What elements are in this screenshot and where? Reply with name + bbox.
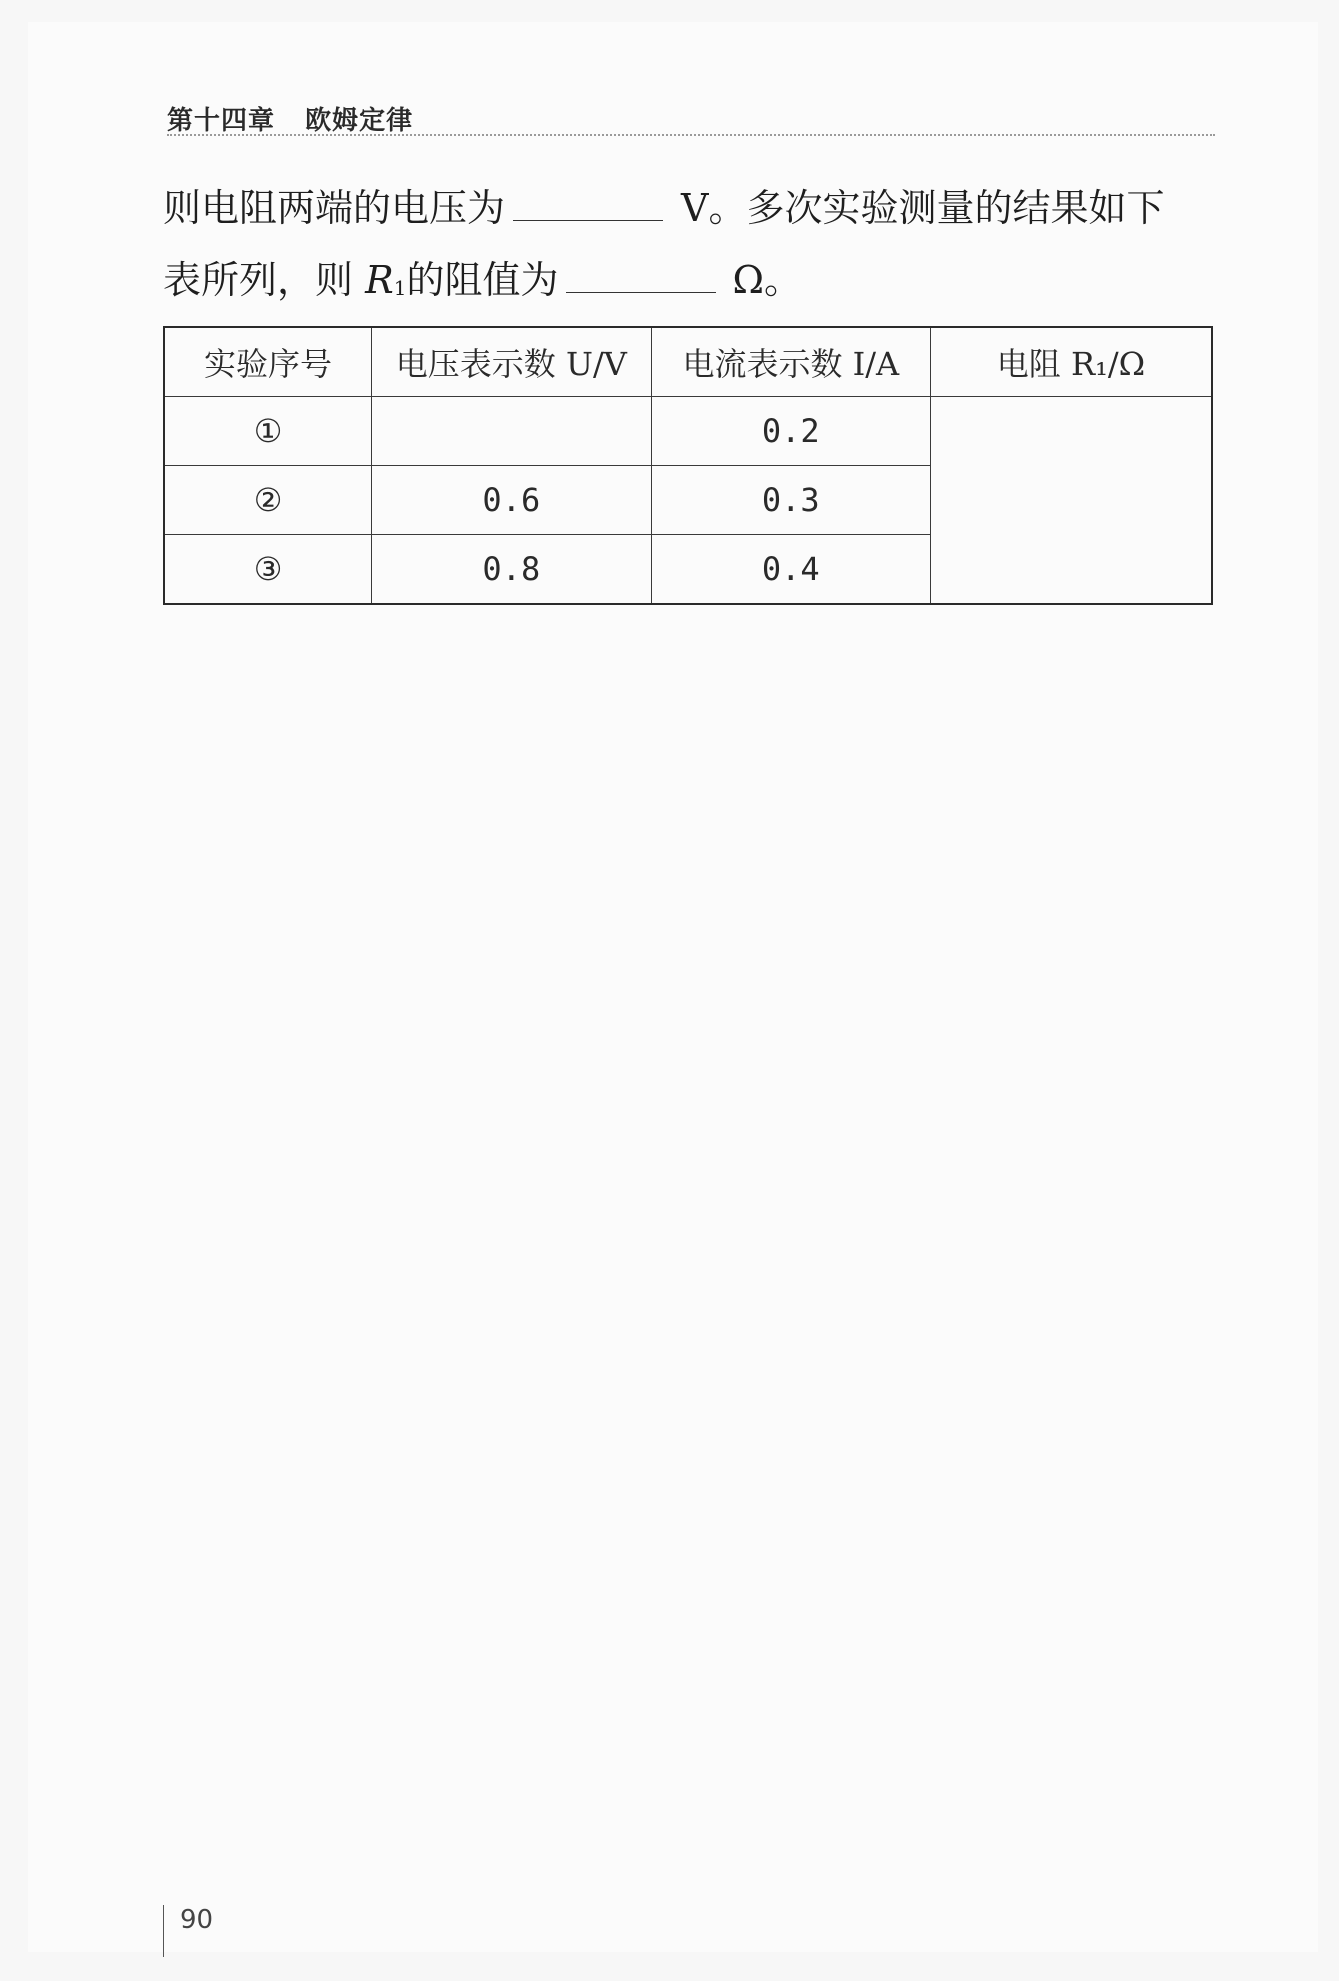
table-row: [164, 397, 1212, 466]
header-divider: [167, 134, 1215, 136]
measurement-table: [163, 326, 1213, 605]
current-cell: 0.4: [651, 535, 930, 605]
resistance-answer-blank[interactable]: [566, 262, 716, 293]
resistor-subscript: 1: [393, 276, 407, 300]
current-cell: 0.2: [651, 397, 930, 466]
col-header-voltage: 电压表示数 U/V: [372, 327, 651, 397]
chapter-number: 第十四章: [167, 106, 276, 136]
col-header-index: 实验序号: [164, 327, 372, 397]
question-line-2: 表所列，则 R1的阻值为 Ω。: [163, 258, 802, 302]
voltage-cell[interactable]: [372, 397, 651, 466]
resistance-cell[interactable]: [931, 397, 1212, 605]
current-cell: 0.3: [651, 466, 930, 535]
chapter-title: 欧姆定律: [305, 106, 414, 136]
table-header-row: [164, 327, 1212, 397]
question-line-1: 则电阻两端的电压为 V。多次实验测量的结果如下: [163, 186, 1165, 230]
page-number: 90: [180, 1905, 214, 1935]
row-index: ③: [164, 535, 372, 605]
page-number-bar: [163, 1905, 164, 1957]
col-header-resistance: 电阻 R₁/Ω: [931, 327, 1212, 397]
col-header-current: 电流表示数 I/A: [651, 327, 930, 397]
voltage-cell: 0.8: [372, 535, 651, 605]
row-index: ②: [164, 466, 372, 535]
question-text: [163, 172, 1223, 324]
voltage-answer-blank[interactable]: [513, 190, 663, 221]
resistor-symbol: R: [365, 258, 394, 302]
row-index: ①: [164, 397, 372, 466]
chapter-header: [167, 100, 413, 137]
voltage-cell: 0.6: [372, 466, 651, 535]
